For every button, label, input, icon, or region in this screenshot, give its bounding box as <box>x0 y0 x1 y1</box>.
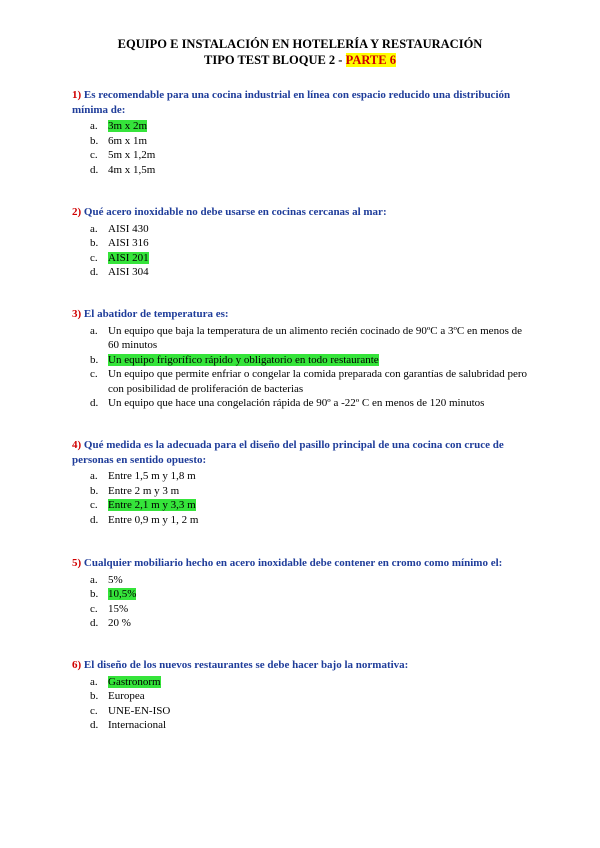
option-letter: c. <box>90 368 98 380</box>
option-text: 20 % <box>108 617 131 629</box>
option-list <box>72 119 532 177</box>
option-letter: d. <box>90 397 99 409</box>
correct-answer-text: 10,5% <box>108 588 137 600</box>
answer-option <box>72 484 532 499</box>
question-statement: El diseño de los nuevos restaurantes se debe hacer bajo la normativa: <box>83 659 409 671</box>
answer-option <box>72 134 532 149</box>
option-text: Un equipo que permite enfriar o congelar la comida preparada con garantías de salubridad pero con posibilidad de proliferación de bacterias <box>108 368 528 395</box>
option-list <box>72 675 532 733</box>
answer-option <box>72 602 532 617</box>
question-statement: Cualquier mobiliario hecho en acero inoxidable debe contener en cromo como mínimo el: <box>83 557 503 569</box>
question-text <box>72 658 532 673</box>
answer-option <box>72 222 532 237</box>
correct-answer-text: AISI 201 <box>108 251 149 264</box>
option-letter: d. <box>90 513 99 526</box>
option-letter: b. <box>90 237 99 249</box>
question-block <box>72 658 532 733</box>
option-letter: c. <box>90 704 98 717</box>
option-letter: b. <box>90 690 99 702</box>
answer-option <box>72 718 532 733</box>
answer-option <box>72 498 532 513</box>
correct-answer-text: Un equipo frigorífico rápido y obligatorio en todo restaurante <box>108 353 379 366</box>
option-text: Internacional <box>108 719 167 731</box>
option-text: 5m x 1,2m <box>108 149 156 161</box>
answer-option <box>72 265 532 280</box>
option-text: AISI 304 <box>108 266 149 278</box>
document-header <box>0 36 600 68</box>
option-list <box>72 573 532 631</box>
option-letter: c. <box>90 499 98 511</box>
answer-option <box>72 587 532 602</box>
answer-option <box>72 396 532 411</box>
answer-option <box>72 689 532 704</box>
option-letter: c. <box>90 251 98 264</box>
answer-option <box>72 367 532 396</box>
option-text: 4m x 1,5m <box>108 163 156 176</box>
answer-option <box>72 148 532 163</box>
option-letter: a. <box>90 120 98 132</box>
question-number: 1) <box>72 89 84 101</box>
answer-option <box>72 163 532 178</box>
question-statement: Es recomendable para una cocina industrial en línea con espacio reducido una distribución mínima de: <box>72 89 511 116</box>
answer-option <box>72 119 532 134</box>
option-letter: a. <box>90 222 98 235</box>
answer-option <box>72 704 532 719</box>
option-letter: a. <box>90 470 98 482</box>
option-text: UNE-EN-ISO <box>108 704 171 717</box>
option-list <box>72 324 532 411</box>
option-list <box>72 222 532 280</box>
option-letter: c. <box>90 149 98 161</box>
answer-option <box>72 513 532 528</box>
part-label: PARTE 6 <box>345 53 396 67</box>
question-text <box>72 88 532 117</box>
option-letter: b. <box>90 134 99 147</box>
question-statement: Qué medida es la adecuada para el diseño del pasillo principal de una cocina con cruce de personas en sentido opuesto: <box>72 439 504 466</box>
option-letter: a. <box>90 324 98 337</box>
option-letter: d. <box>90 617 99 629</box>
option-letter: a. <box>90 573 98 586</box>
answer-option <box>72 675 532 690</box>
option-list <box>72 469 532 527</box>
option-text: 6m x 1m <box>108 134 148 147</box>
option-text: Un equipo que baja la temperatura de un alimento recién cocinado de 90ºC a 3ºC en menos de 60 minutos <box>108 324 522 351</box>
option-letter: b. <box>90 588 99 600</box>
answer-option <box>72 236 532 251</box>
question-text <box>72 438 532 467</box>
option-text: AISI 316 <box>108 237 149 249</box>
correct-answer-text: 3m x 2m <box>108 120 148 132</box>
question-number: 6) <box>72 659 84 671</box>
question-number: 2) <box>72 206 84 218</box>
title-line-2-prefix: TIPO TEST BLOQUE 2 - <box>204 53 346 67</box>
question-statement: Qué acero inoxidable no debe usarse en cocinas cercanas al mar: <box>83 206 387 218</box>
answer-option <box>72 573 532 588</box>
option-letter: b. <box>90 353 99 366</box>
option-text: 5% <box>108 573 123 586</box>
answer-option <box>72 324 532 353</box>
question-number: 5) <box>72 557 84 569</box>
option-text: Entre 1,5 m y 1,8 m <box>108 470 196 482</box>
question-number: 3) <box>72 308 84 320</box>
answer-option <box>72 251 532 266</box>
option-letter: b. <box>90 484 99 497</box>
question-block <box>72 556 532 631</box>
title-line-2 <box>0 52 600 68</box>
option-letter: d. <box>90 163 99 176</box>
question-text <box>72 205 532 220</box>
option-text: Europea <box>108 690 145 702</box>
question-statement: El abatidor de temperatura es: <box>83 308 229 320</box>
question-block <box>72 205 532 280</box>
question-block <box>72 88 532 177</box>
answer-option <box>72 469 532 484</box>
option-text: Entre 0,9 m y 1, 2 m <box>108 513 199 526</box>
option-letter: d. <box>90 266 99 278</box>
question-text <box>72 307 532 322</box>
question-block <box>72 307 532 411</box>
answer-option <box>72 353 532 368</box>
option-text: 15% <box>108 602 129 615</box>
question-block <box>72 438 532 527</box>
option-letter: a. <box>90 675 98 688</box>
title-line-1: EQUIPO E INSTALACIÓN EN HOTELERÍA Y RESTAURACIÓN <box>117 37 483 51</box>
question-number: 4) <box>72 439 84 451</box>
option-text: AISI 430 <box>108 222 149 235</box>
option-letter: d. <box>90 719 99 731</box>
option-text: Entre 2 m y 3 m <box>108 484 180 497</box>
answer-option <box>72 616 532 631</box>
correct-answer-text: Gastronorm <box>108 675 161 688</box>
question-text <box>72 556 532 571</box>
option-text: Un equipo que hace una congelación rápida de 90º a -22º C en menos de 120 minutos <box>108 397 485 409</box>
correct-answer-text: Entre 2,1 m y 3,3 m <box>108 499 196 511</box>
option-letter: c. <box>90 602 98 615</box>
